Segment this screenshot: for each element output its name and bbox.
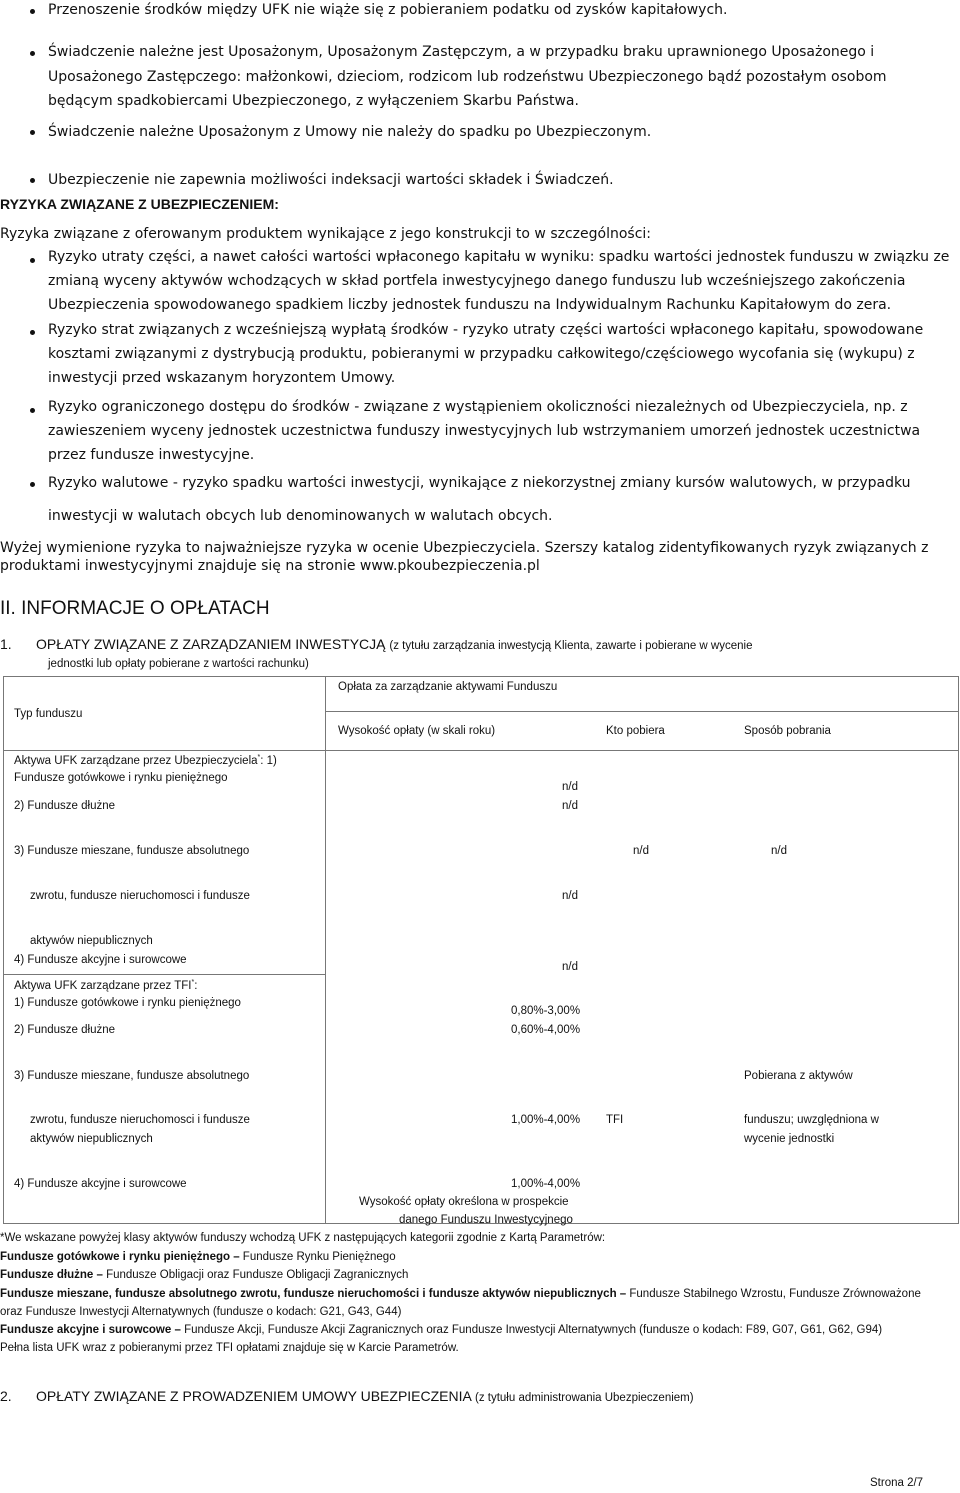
bullet-icon xyxy=(30,51,35,56)
footnote-line xyxy=(0,1321,882,1339)
group-header-text: Aktywa UFK zarządzane przez Ubezpieczyciela xyxy=(14,754,258,767)
table-row-label: 4) Fundusze akcyjne i surowcowe xyxy=(14,1178,187,1190)
footnote-term: Fundusze gotówkowe i rynku pieniężnego – xyxy=(0,1251,240,1263)
table-row-label: aktywów niepublicznych xyxy=(30,1133,153,1145)
table-row-label: aktywów niepublicznych xyxy=(30,935,153,947)
table-row-label: zwrotu, fundusze nieruchomosci i fundusze xyxy=(30,890,250,902)
footnote-desc: Fundusze Rynku Pieniężnego xyxy=(239,1251,396,1263)
table-cell-value: n/d xyxy=(633,845,649,857)
footnote-mark: * xyxy=(191,979,195,986)
subsection-note: (z tytułu administrowania Ubezpieczeniem) xyxy=(474,1392,694,1404)
table-cell-value: 0,60%-4,00% xyxy=(511,1024,581,1036)
page-number: Strona 2/7 xyxy=(870,1477,924,1489)
risk-summary-line: Wyżej wymienione ryzyka to najważniejsze ryzyka w ocenie Ubezpieczyciela. Szerszy katalog zidentyfikowanych ryzyk związanych z xyxy=(0,540,929,556)
risk-item-line: Ryzyko utraty części, a nawet całości wartości wpłaconego kapitału w wyniku: spadku wartości jednostek funduszu w związku ze xyxy=(48,249,950,265)
group-header xyxy=(14,754,277,767)
col-header-who: Kto pobiera xyxy=(606,725,665,737)
table-cell-value: n/d xyxy=(771,845,787,857)
risk-intro: Ryzyka związane z oferowanym produktem wynikające z jego konstrukcji to w szczególności: xyxy=(0,226,652,242)
footnote-line xyxy=(0,1248,396,1266)
col-header-height: Wysokość opłaty (w skali roku) xyxy=(338,725,496,737)
subsection-note: (z tytułu zarządzania inwestycją Klienta, zawarte i pobierane w wycenie xyxy=(389,640,753,652)
table-cell-value: n/d xyxy=(562,781,578,793)
list-item-line: będącym spadkobiercami Ubezpieczonego, z wyłączeniem Skarbu Państwa. xyxy=(48,93,579,109)
footnote-desc: Fundusze Obligacji oraz Fundusze Obligacji Zagranicznych xyxy=(102,1269,409,1281)
bullet-icon xyxy=(30,9,35,14)
table-row-label: 1) Fundusze gotówkowe i rynku pieniężnego xyxy=(14,997,241,1009)
risk-item-line: Ubezpieczenia spowodowanego spadkiem liczby jednostek funduszu na Indywidualnym Rachunku Kapitałowym do zera. xyxy=(48,297,892,313)
subsection-title xyxy=(36,1388,694,1404)
table-border xyxy=(325,676,326,1224)
subsection-number: 2. xyxy=(0,1388,12,1404)
footnote-mark: * xyxy=(257,754,261,761)
table-border xyxy=(3,676,959,677)
risk-item-line: zawieszeniem wyceny jednostek uczestnictwa funduszy inwestycyjnych lub wstrzymaniem umorzeń jednostek uczestnictwa xyxy=(48,423,921,439)
table-row-label: zwrotu, fundusze nieruchomosci i fundusze xyxy=(30,1114,250,1126)
table-cell-value: 1,00%-4,00% xyxy=(511,1114,581,1126)
footnote-line: Pełna lista UFK wraz z pobieranymi przez TFI opłatami znajduje się w Karcie Parametrów. xyxy=(0,1342,459,1354)
list-item: Przenoszenie środków między UFK nie wiąże się z pobieraniem podatku od zysków kapitałowych. xyxy=(48,2,728,18)
table-cell-value: TFI xyxy=(606,1114,624,1126)
subsection-1-heading xyxy=(0,636,753,652)
bullet-icon xyxy=(30,482,35,487)
risk-item-line: zmianą wyceny aktywów wchodzących w skład portfela inwestycyjnego danego funduszu lub wcześniejszego zakończenia xyxy=(48,273,906,289)
table-cell-value: 0,80%-3,00% xyxy=(511,1005,581,1017)
table-cell-value: n/d xyxy=(562,800,578,812)
footnote-line: oraz Fundusze Inwestycji Alternatywnych (fundusze o kodach: G21, G43, G44) xyxy=(0,1306,402,1318)
table-border xyxy=(3,750,959,751)
table-cell-value: 1,00%-4,00% xyxy=(511,1178,581,1190)
bullet-icon xyxy=(30,130,35,135)
subsection-title xyxy=(36,636,752,652)
bullet-icon xyxy=(30,408,35,413)
list-item-line: Uposażonego Zastępczego: małżonkowi, dzieciom, rodzicom lub rodzeństwu Ubezpieczonego bądź pozostałym osobom xyxy=(48,69,887,85)
group-header xyxy=(14,979,197,992)
group-header-text: Aktywa UFK zarządzane przez TFI xyxy=(14,979,192,992)
bullet-icon xyxy=(30,178,35,183)
subsection-title-text: OPŁATY ZWIĄZANE Z PROWADZENIEM UMOWY UBEZPIECZENIA xyxy=(36,1388,472,1404)
table-border xyxy=(325,711,959,712)
footnote-term: Fundusze dłużne – xyxy=(0,1269,103,1281)
footnote-term: Fundusze akcyjne i surowcowe – xyxy=(0,1324,181,1336)
table-border xyxy=(3,676,4,1224)
risk-item-line: inwestycji w walutach obcych lub denominowanych w walutach obcych. xyxy=(48,508,553,524)
footnote-line xyxy=(0,1266,408,1284)
table-row-label: 2) Fundusze dłużne xyxy=(14,1024,116,1036)
table-border xyxy=(3,974,326,975)
risk-item-line: Ryzyko strat związanych z wcześniejszą wypłatą środków - ryzyko utraty części wartości wpłaconego kapitału, spowodowane xyxy=(48,322,924,338)
table-cell-value: wycenie jednostki xyxy=(744,1133,835,1145)
list-item: Ubezpieczenie nie zapewnia możliwości indeksacji wartości składek i Świadczeń. xyxy=(48,172,614,188)
footnote-desc: Fundusze Akcji, Fundusze Akcji Zagranicznych oraz Fundusze Inwestycji Alternatywnych (fundusze o kodach: F89, G07, G61, G62, G94) xyxy=(180,1324,883,1336)
table-note: Wysokość opłaty określona w prospekcie xyxy=(359,1196,569,1208)
table-border xyxy=(958,676,959,1224)
subsection-2-heading xyxy=(0,1388,694,1404)
footnote-term: Fundusze mieszane, fundusze absolutnego zwrotu, fundusze nieruchomości i fundusze aktywów niepublicznych – xyxy=(0,1288,627,1300)
table-row-label: Fundusze gotówkowe i rynku pieniężnego xyxy=(14,772,228,784)
risk-item-line: Ryzyko walutowe - ryzyko spadku wartości inwestycji, wynikające z niekorzystnej zmiany kursów walutowych, w przypadku xyxy=(48,475,911,491)
col-header-type: Typ funduszu xyxy=(14,708,83,720)
subsection-note-cont: jednostki lub opłaty pobierane z wartości rachunku) xyxy=(48,658,309,670)
table-cell-value: n/d xyxy=(562,961,578,973)
footnote-line xyxy=(0,1285,921,1303)
list-item: Świadczenie należne Uposażonym z Umowy nie należy do spadku po Ubezpieczonym. xyxy=(48,124,652,140)
section-title: II. INFORMACJE O OPŁATACH xyxy=(0,598,270,619)
group-header-suffix: : 1) xyxy=(260,754,277,767)
risk-heading: RYZYKA ZWIĄZANE Z UBEZPIECZENIEM: xyxy=(0,196,279,212)
footnote-intro: *We wskazane powyżej klasy aktywów funduszy wchodzą UFK z następujących kategorii zgodnie z Kartą Parametrów: xyxy=(0,1232,606,1244)
group-header-suffix: : xyxy=(194,979,198,992)
table-row-label: 2) Fundusze dłużne xyxy=(14,800,116,812)
table-cell-value: Pobierana z aktywów xyxy=(744,1070,853,1082)
footnote-desc: Fundusze Stabilnego Wzrostu, Fundusze Zrównoważone xyxy=(626,1288,921,1300)
bullet-icon xyxy=(30,258,35,263)
table-note: danego Funduszu Inwestycyjnego xyxy=(399,1214,573,1226)
risk-summary-line: produktami inwestycyjnymi znajduje się na stronie www.pkoubezpieczenia.pl xyxy=(0,558,540,574)
table-row-label: 4) Fundusze akcyjne i surowcowe xyxy=(14,954,187,966)
table-row-label: 3) Fundusze mieszane, fundusze absolutnego xyxy=(14,1070,250,1082)
bullet-icon xyxy=(30,330,35,335)
list-item-line: Świadczenie należne jest Uposażonym, Uposażonym Zastępczym, a w przypadku braku uprawnionego Uposażonego i xyxy=(48,44,875,60)
col-header-group: Opłata za zarządzanie aktywami Funduszu xyxy=(338,681,558,693)
table-cell-value: n/d xyxy=(562,890,578,902)
subsection-number: 1. xyxy=(0,636,12,652)
table-cell-value: funduszu; uwzględniona w xyxy=(744,1114,879,1126)
risk-item-line: Ryzyko ograniczonego dostępu do środków - związane z wystąpieniem okoliczności niezależnych od Ubezpieczyciela, np. z xyxy=(48,399,908,415)
risk-item-line: kosztami związanymi z dystrybucją produktu, pobieranymi w przypadku całkowitego/częściowego wycofania się (wykupu) z xyxy=(48,346,915,362)
subsection-title-text: OPŁATY ZWIĄZANE Z ZARZĄDZANIEM INWESTYCJĄ xyxy=(36,636,386,652)
table-row-label: 3) Fundusze mieszane, fundusze absolutnego xyxy=(14,845,250,857)
risk-item-line: inwestycji przed wskazanym horyzontem Umowy. xyxy=(48,370,396,386)
col-header-how: Sposób pobrania xyxy=(744,725,831,737)
risk-item-line: przez fundusze inwestycyjne. xyxy=(48,447,255,463)
